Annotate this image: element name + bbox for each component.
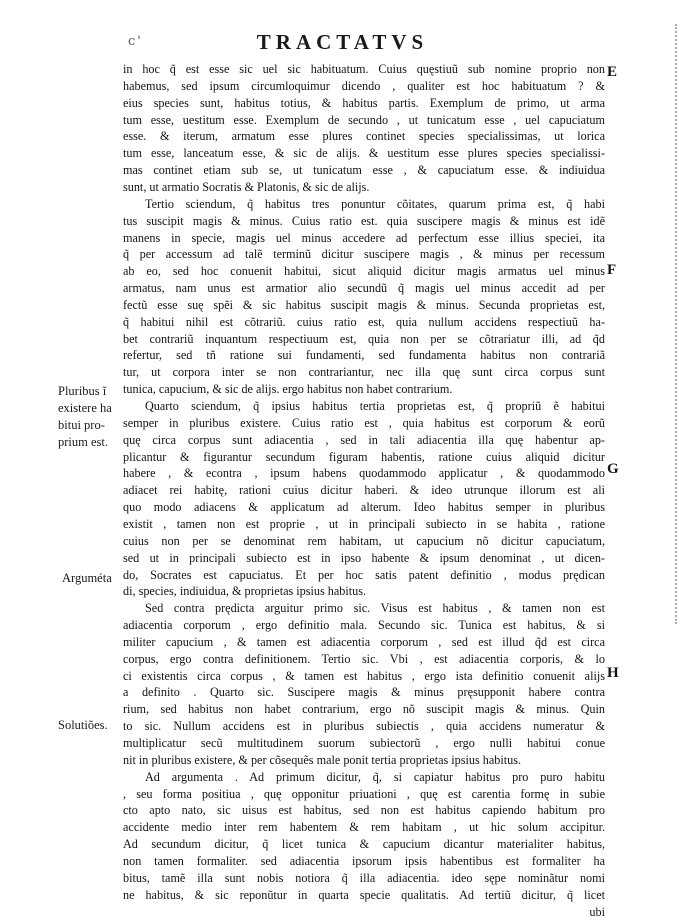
margin-note-argumenta: Arguméta (62, 571, 112, 585)
section-letter-f: F (607, 262, 617, 278)
section-letter-h: H (607, 665, 619, 681)
text-line: mas continet etiam sub se, ut tunicatum esse , & capuciatum esse. & indiuidua (123, 163, 605, 178)
text-line: esse. & iterum, armatum esse plures continet species specialissimas, ut lorica (123, 129, 605, 144)
text-line: Sed contra prędicta arguitur primo sic. Visus est habitus , & tamen non est (145, 601, 605, 616)
text-line: armatus, nam unus est armatior alio secundũ q̃ magis uel minus accedit ad per (123, 281, 605, 296)
text-line: ne habitus, & sic reponũtur in quarta specie qualitatis. Ad tertiũ dicitur, q̃ licet (123, 887, 605, 902)
text-line: sunt, ut armatio Socratis & Platonis, & sic de alijs. (123, 179, 370, 194)
text-line: fectũ esse suę spẽi & sic habitus suscipit magis & minus. Secunda proprietas est, (123, 297, 605, 312)
margin-note-pluribus (58, 383, 112, 451)
text-line: di, species, indiuidua, & proprietas ipsius habitus. (123, 584, 367, 599)
text-line: bet contrariũ inquantum respectiuum est, quia non per se cõtrariatur illi, ad q̃d (123, 331, 605, 346)
margin-note-solutiones: Solutiões. (58, 718, 108, 732)
text-line: Ad secundum dicitur, q̃ licet tunica & capucium dicantur materialiter habitus, (123, 837, 605, 852)
text-line: existit , tamen non est proprie , ut in principali subiecto in se habita , ratione (123, 516, 605, 531)
text-line: tum esse, uestitum esse. Exemplum de secundo , ut tunicatum esse , uel capuciatum (123, 112, 605, 127)
text-line: non tamen formaliter. sed adiacentia ipsorum ipsis habentibus est formaliter ha (123, 853, 605, 868)
text-line: habere , & econtra , ipsum habens quodammodo applicatur , & quodammodo (123, 466, 605, 481)
text-line: multiplicatur secũ multitudinem suorum subiectorũ , ergo nulli habitui conue (123, 736, 605, 750)
margin-note-line: prium est. (58, 435, 108, 449)
text-line: semper in pluribus existere. Cuius ratio est , quia habitus est corporum & eorũ (123, 415, 605, 430)
folio-mark: c' (128, 34, 143, 49)
text-line: corpus, ergo contra definitionem. Tertio sic. Vbi , est adiacentia corporis, & lo (123, 651, 605, 666)
text-line: cto apto nato, sic uisus est habitus, sed non est habitus capiendo habitum pro (123, 803, 605, 818)
text-line: refertur, sed tñ ratione sui fundamenti, sed fundamenta habitus non contrariã (123, 348, 605, 363)
text-line: adiacentia corporum , ergo definitio mala. Secundo sic. Tunica est habitus, & si (123, 618, 605, 633)
text-line: tunica, capucium, & sic de alijs. ergo habitus non habet contrarium. (123, 382, 453, 397)
text-line: bitus, tamẽ illa sunt nobis notiora q̃ illa adiacentia. ideo sępe nominãtur nomi (123, 870, 605, 885)
text-line: adiacet rei habitę, rationi cuius dicitur haberi. & ideo utrunque illorum est ali (123, 483, 605, 498)
text-line: , seu forma positiua , quę opponitur priuationi , quę est carentia formę in subie (123, 786, 605, 801)
margin-note-line: existere ha (58, 401, 112, 415)
text-line: to sic. Nullum accidens est in pluribus subiectis , quia accidens numeratur & (123, 719, 605, 734)
text-line: Ad argumenta . Ad primum dicitur, q̃, si capiatur habitus pro puro habitu (145, 769, 605, 784)
text-line: do, Socrates est capuciatus. Et per hoc satis patent definitio , modus prędican (123, 567, 605, 582)
text-line: tur, ut corpora inter se non contrariantur, nec illa quę sunt circa corpus sunt (123, 365, 605, 380)
section-letter-g: G (607, 461, 619, 477)
text-line: plicantur & figurantur secundum figuram habentis, ratione cuius aliquid dicitur (123, 449, 605, 464)
text-line: manens in specie, magis uel minus accedere ad perfectum esse illius speciei, ita (123, 230, 605, 245)
margin-note-line: Pluribus ĩ (58, 384, 107, 398)
text-line: ci existentis circa corpus , & tamen est habitus , ergo ista definitio conuenit alijs (123, 668, 605, 683)
text-line: nit in pluribus existere, & per cõsequẽs male ponit tertia proprietas ipsius habitus. (123, 752, 522, 767)
text-line: tum esse, lanceatum esse, & sic de alijs. & uestitum esse plures species specialissi- (123, 146, 605, 161)
text-line: a definito . Quarto sic. Suscipere magis & minus pręsupponit habere contra (123, 685, 605, 700)
text-line: accidente medio inter rem habentem & rem habitam , ut hic solum accipitur. (123, 820, 605, 835)
text-line: rium, sed habitus non habet contrarium, ergo nõ suscipit magis & minus. Quin (123, 702, 605, 717)
section-letter-e: E (607, 64, 618, 80)
text-line: cuius non per se denominat rem habitam, ut capucium nõ dicitur capuciatum, (123, 533, 605, 548)
text-line: Tertio sciendum, q̃ habitus tres ponuntur cõitates, quarum prima est, q̃ habi (145, 196, 605, 211)
text-line: eius species sunt, habitus totius, & habitus partis. Exemplum de primo, ut arma (123, 95, 605, 110)
text-line: militer capucium , & tamen est adiacentia corporum , sed est illud q̃d est circa (123, 634, 605, 649)
text-line: habemus, sed ipsum circumloquimur dicendo , qualiter est hoc habituatum ? & (123, 78, 605, 93)
text-line: in hoc q̃ est esse sic uel sic habituatum. Cuius quęstiuũ sub nomine proprio non (123, 62, 605, 76)
text-line: q̃ per accessum ad talẽ terminũ dicitur suscipere magis , & minus per recessum (123, 247, 605, 262)
page-edge-shadow (675, 24, 685, 624)
text-line: quę circa corpus sunt adiacentia , sed in tali adiacentia illa quę habentur ap- (123, 432, 605, 447)
text-line: ab eo, sed hoc conuenit habitui, sicut aliquid dicitur magis armatus uel minus (123, 264, 605, 279)
text-line: Quarto sciendum, q̃ ipsius habitus tertia proprietas est, q̃ propriũ ẽ habitui (145, 399, 605, 413)
running-title: TRACTATVS (256, 30, 429, 54)
margin-note-line: bitui pro- (58, 418, 105, 432)
text-line: quo modo adiacens & applicatum ad alterum. Ideo habitus semper in pluribus (123, 500, 605, 515)
text-line: ubi (589, 904, 605, 919)
text-line: q̃ habitui nihil est cõtrariũ. cuius ratio est, quia nullum accidens respectiuũ ha- (123, 314, 605, 329)
text-line: tus suscipit magis & minus. Cuius ratio est. quia suscipere magis & minus est idẽ (123, 213, 605, 228)
text-line: sed ut in principali subiecto est in ipso habente & ipsum denominat , ut dicen- (123, 550, 605, 565)
